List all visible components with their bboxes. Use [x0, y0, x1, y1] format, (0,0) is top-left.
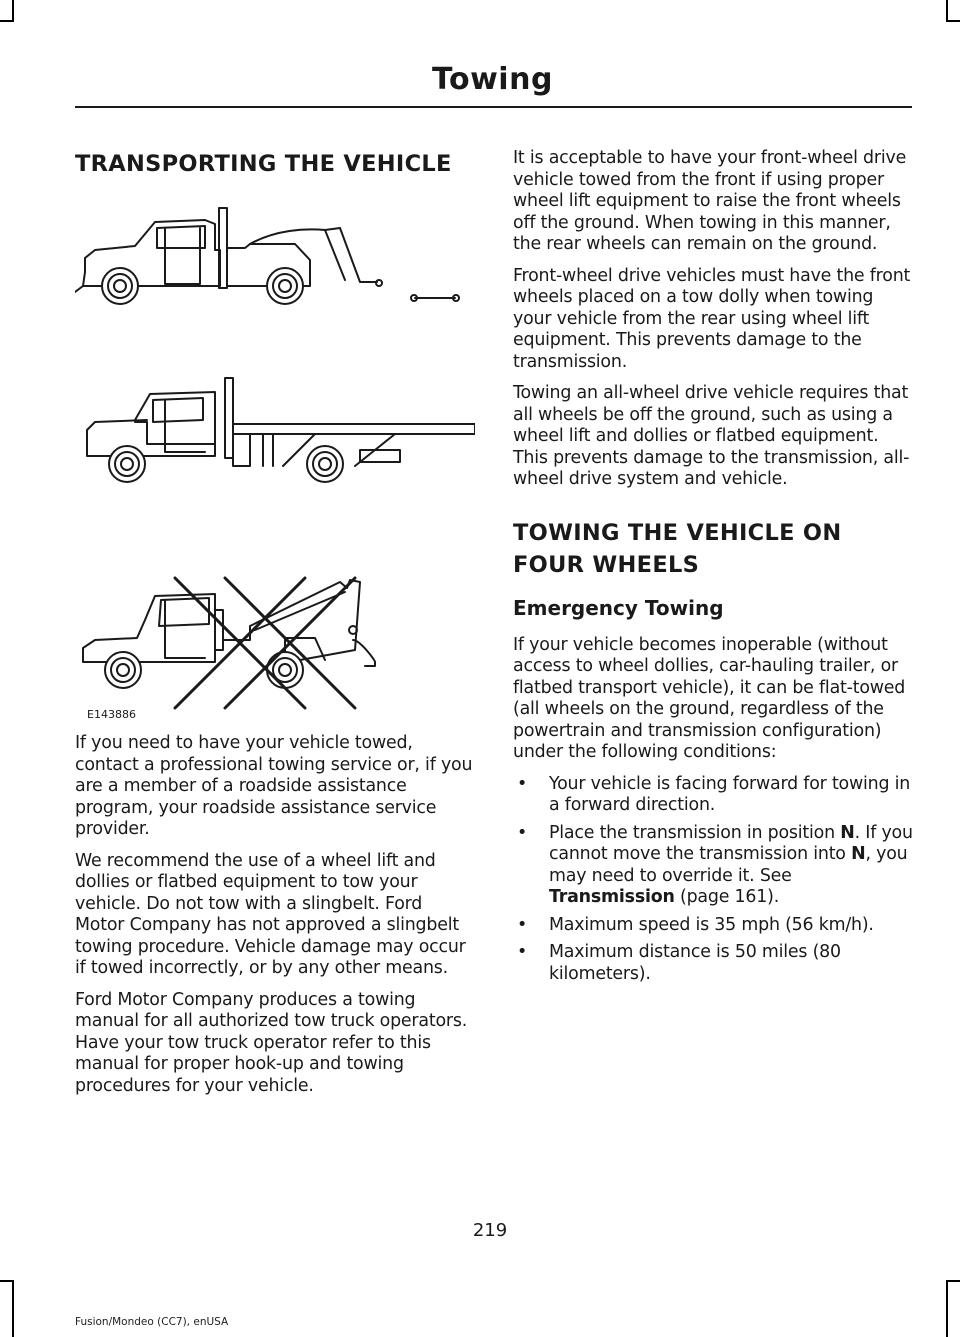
tow-truck-figure	[75, 200, 475, 720]
section-heading-transporting: TRANSPORTING THE VEHICLE	[75, 151, 452, 177]
heading-line: TOWING THE VEHICLE ON	[513, 519, 842, 546]
figure-code: E143886	[87, 708, 136, 721]
page-number: 219	[472, 1220, 508, 1241]
crop-mark	[946, 20, 960, 22]
list-item	[513, 823, 913, 909]
wheel-lift-truck	[75, 208, 459, 304]
tow-truck-illustration	[75, 200, 475, 720]
paragraph: Ford Motor Company produces a towing manual for all authorized tow truck operators. Have your tow truck operator refer to this manual for proper hook-up and towing procedures for your vehicle.	[75, 989, 468, 1096]
bullet: •	[517, 942, 528, 962]
list-item-text: Maximum speed is 35 mph (56 km/h).	[549, 914, 874, 935]
paragraph: Front-wheel drive vehicles must have the front wheels placed on a tow dolly when towing your vehicle from the rear using wheel lift equipment. This prevents damage to the transmission.	[513, 265, 911, 372]
paragraph: Towing an all-wheel drive vehicle requires that all wheels be off the ground, such as using a wheel lift and dollies or flatbed equipment. This prevents damage to the transmission, all-wheel drive system and vehicle.	[513, 383, 910, 489]
flatbed-truck	[87, 378, 475, 482]
bullet: •	[517, 773, 528, 794]
paragraph: If you need to have your vehicle towed, contact a professional towing service or, if you are a member of a roadside assistance program, your roadside assistance service provider.	[75, 733, 473, 839]
list-item-text	[549, 823, 913, 908]
crop-mark	[0, 20, 14, 22]
subheading-emergency-towing: Emergency Towing	[513, 595, 724, 620]
list-item	[513, 915, 913, 937]
section-heading-towing	[513, 517, 913, 581]
bullet: •	[517, 822, 528, 843]
footer-text: Fusion/Mondeo (CC7), enUSA	[75, 1316, 229, 1328]
text-run: Place the transmission in position	[549, 822, 841, 843]
paragraph: If your vehicle becomes inoperable (without access to wheel dollies, car-hauling trailer, or flatbed transport vehicle), it can be flat-towed (all wheels on the ground, regardless of the powertrain and transmission configuration) under the following conditions:	[513, 634, 906, 762]
crop-mark	[0, 1280, 14, 1282]
header-divider	[75, 106, 912, 108]
paragraph: We recommend the use of a wheel lift and dollies or flatbed equipment to tow your vehicle. Do not tow with a slingbelt. Ford Motor Company has not approved a slingbelt towing procedure. Vehicle damage may occur if towed incorrectly, or by any other means.	[75, 850, 466, 978]
text-run: (page 161).	[674, 887, 780, 907]
list-item-text: Maximum distance is 50 miles (80 kilometers).	[549, 942, 841, 984]
crop-mark	[946, 1280, 960, 1282]
page-title: Towing	[432, 62, 553, 97]
left-column-text	[75, 733, 475, 1097]
crop-mark	[12, 0, 14, 20]
crop-mark	[946, 0, 948, 20]
heading-line: FOUR WHEELS	[513, 551, 700, 578]
list-item-text: Your vehicle is facing forward for towing in a forward direction.	[549, 773, 911, 815]
text-run: . If you cannot move the transmission into	[549, 822, 913, 864]
list-item	[513, 942, 913, 985]
bullet: •	[517, 914, 528, 935]
crop-mark	[12, 1280, 14, 1337]
conditions-list	[513, 774, 913, 986]
gear-position: N	[851, 844, 866, 864]
gear-position: N	[840, 822, 855, 843]
transmission-reference-link[interactable]: Transmission	[549, 887, 675, 907]
text-run: , you may need to override it. See	[549, 844, 908, 886]
right-column-text	[513, 148, 913, 991]
list-item	[513, 774, 913, 817]
crop-mark	[946, 1280, 948, 1337]
paragraph: It is acceptable to have your front-wheel drive vehicle towed from the front if using proper wheel lift equipment to raise the front wheels off the ground. When towing in this manner, the rear wheels can remain on the ground.	[513, 148, 907, 254]
